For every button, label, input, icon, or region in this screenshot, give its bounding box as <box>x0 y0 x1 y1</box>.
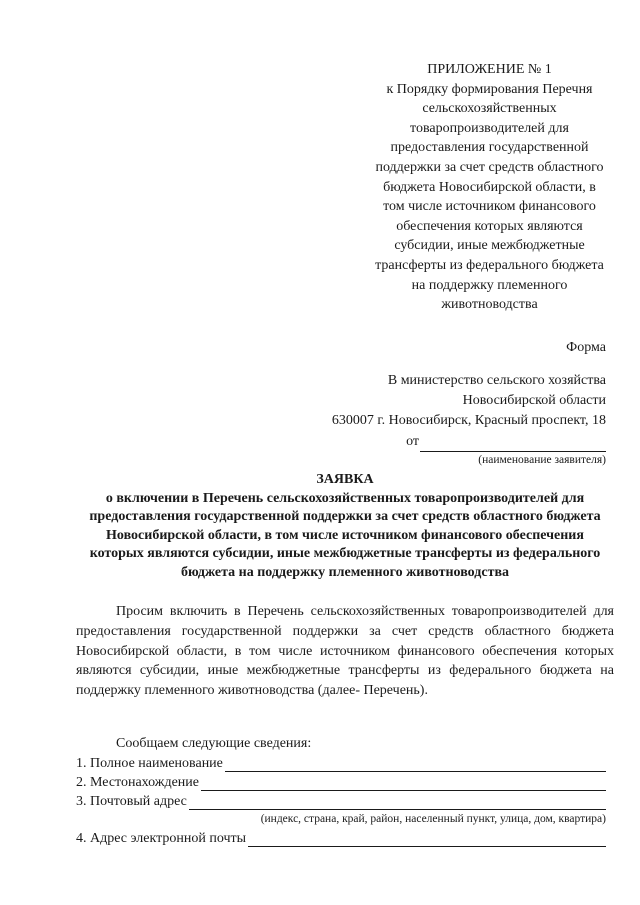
email-field[interactable] <box>248 832 606 847</box>
field-row-location <box>76 772 606 791</box>
intro-text: Сообщаем следующие сведения: <box>116 736 312 751</box>
postal-address-label: 3. Почтовый адрес <box>76 794 187 809</box>
document-title: ЗАЯВКА <box>316 472 374 487</box>
field-row-full-name <box>76 753 606 772</box>
postal-address-hint: (индекс, страна, край, район, населенный пункт, улица, дом, квартира) <box>260 813 606 825</box>
document-subtitle: о включении в Перечень сельскохозяйственных товаропроизводителей для предоставления государственной поддержки за счет средств областного бюджета Новосибирской области, в том числе источником финансового обеспечения которых являются субсидии, иные межбюджетные трансферты из федерального бюджета на поддержку племенного животноводства <box>89 490 601 580</box>
appendix-text: к Порядку формирования Перечня сельскохозяйственных товаропроизводителей для предоставления государственной поддержки за счет средств областного бюджета Новосибирской области, в том числе источником финансового обеспечения которых являются субсидии, иные межбюджетные трансферты из федерального бюджета на поддержку племенного животноводства <box>375 81 604 313</box>
recipient-line-3: 630007 г. Новосибирск, Красный проспект, 18 <box>331 413 606 428</box>
appendix-block <box>372 60 607 315</box>
appendix-title: ПРИЛОЖЕНИЕ № 1 <box>427 62 552 77</box>
postal-address-field[interactable] <box>189 795 606 810</box>
email-label: 4. Адрес электронной почты <box>76 831 247 846</box>
recipient-block <box>306 371 606 468</box>
full-name-field[interactable] <box>225 757 606 772</box>
field-row-email <box>76 828 606 847</box>
document-heading <box>80 471 610 582</box>
form-label: Форма <box>566 340 606 355</box>
request-paragraph: Просим включить в Перечень сельскохозяйственных товаропроизводителей для предоставления государственной поддержки за счет средств областного бюджета Новосибирской области, в том числе источником финансового обеспечения которых являются субсидии, иные межбюджетные трансферты из федерального бюджета на поддержку племенного животноводства (далее- Перечень). <box>76 604 614 699</box>
field-row-postal-address <box>76 791 606 810</box>
applicant-hint: (наименование заявителя) <box>478 454 606 466</box>
location-label: 2. Местонахождение <box>76 775 200 790</box>
location-field[interactable] <box>201 776 606 791</box>
recipient-line-2: Новосибирской области <box>462 393 606 408</box>
applicant-row <box>306 432 606 452</box>
info-fields <box>76 753 606 847</box>
applicant-name-field[interactable] <box>420 437 606 452</box>
full-name-label: 1. Полное наименование <box>76 756 223 771</box>
from-label: от <box>406 434 419 449</box>
recipient-line-1: В министерство сельского хозяйства <box>387 373 606 388</box>
